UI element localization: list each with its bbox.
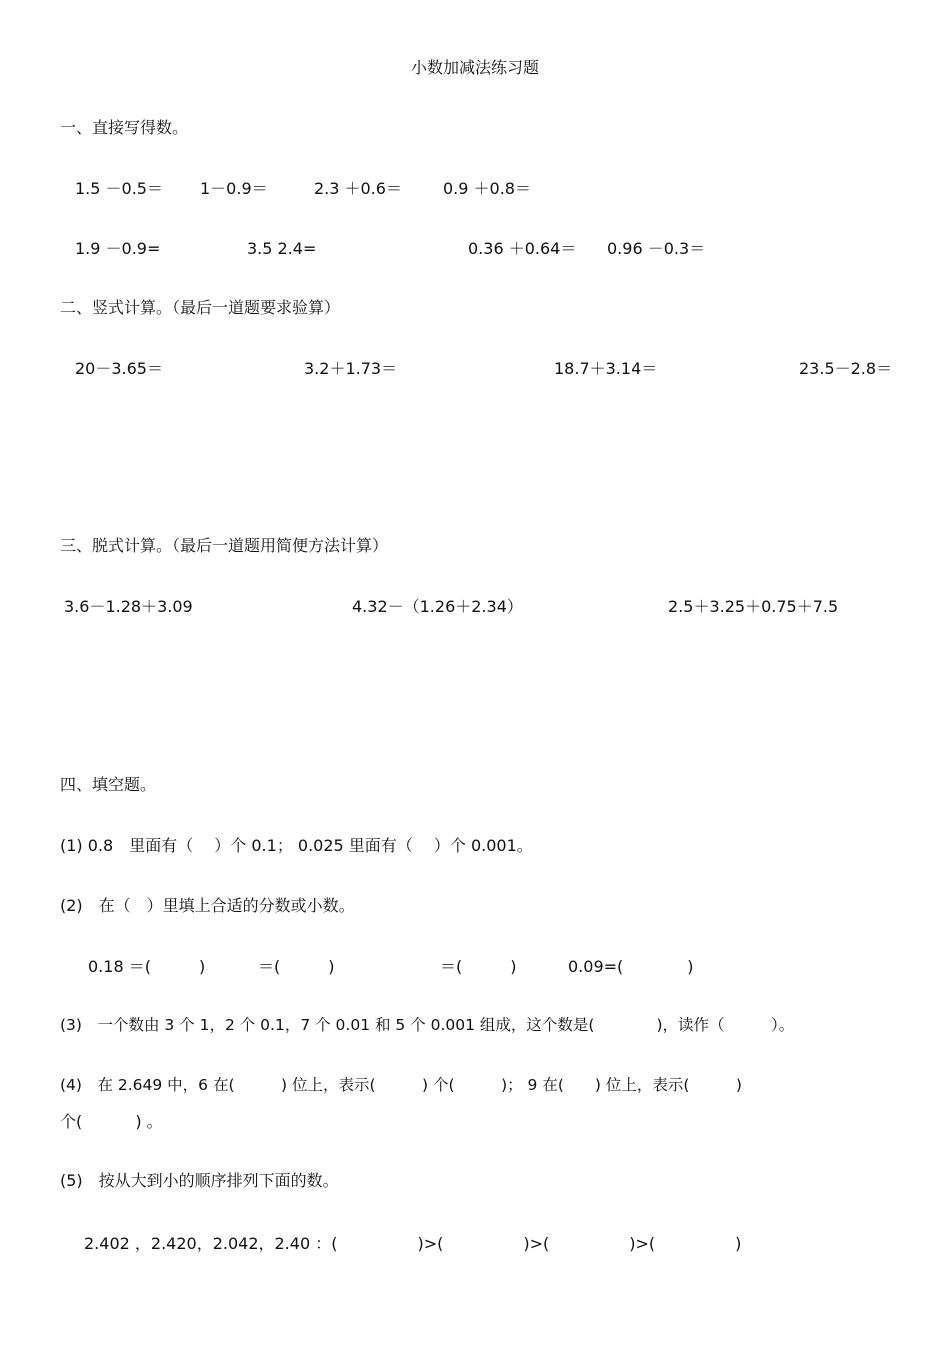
page-title: 小数加减法练习题 [410, 58, 539, 77]
s1-problem-2: 1－0.9＝ [200, 179, 268, 198]
s3-problem-1: 3.6－1.28＋3.09 [64, 597, 193, 616]
s2-problem-2: 3.2＋1.73＝ [304, 359, 398, 378]
s4-q2-blank-4: 0.09=( ) [568, 957, 694, 976]
s1-problem-8: 0.96 －0.3＝ [607, 239, 706, 258]
s4-question-4-line2: 个( ) 。 [60, 1112, 163, 1131]
s1-problem-6: 3.5 2.4= [247, 239, 317, 258]
s1-problem-1: 1.5 －0.5＝ [75, 179, 163, 198]
section1-heading: 一、直接写得数。 [60, 118, 189, 137]
s4-question-3: (3) 一个数由 3 个 1，2 个 0.1，7 个 0.01 和 5 个 0.001 组成，这个数是( )，读作（ ）。 [60, 1016, 795, 1034]
section3-heading: 三、脱式计算。（最后一道题用简便方法计算） [60, 536, 389, 555]
section2-heading: 二、竖式计算。（最后一道题要求验算） [60, 298, 341, 317]
s4-question-1: (1) 0.8 里面有（ ）个 0.1； 0.025 里面有（ ）个 0.001。 [60, 836, 533, 855]
s3-problem-3: 2.5＋3.25＋0.75＋7.5 [668, 597, 839, 616]
s4-question-4-line1: (4) 在 2.649 中，6 在( ) 位上，表示( ) 个( )； 9 在( ) 位上，表示( ) [60, 1076, 742, 1094]
s2-problem-1: 20－3.65＝ [75, 359, 163, 378]
s4-q2-blank-3: ＝( ) [440, 957, 517, 976]
s1-problem-7: 0.36 ＋0.64＝ [468, 239, 577, 258]
s4-q2-blank-1: 0.18 ＝( ) [88, 957, 206, 976]
s2-problem-3: 18.7＋3.14＝ [554, 359, 658, 378]
s4-q5-ordering: 2.402 ，2.420，2.042，2.40 ：( )>( )>( )>( ) [84, 1234, 742, 1253]
section4-heading: 四、填空题。 [60, 775, 157, 794]
s4-question-5: (5) 按从大到小的顺序排列下面的数。 [60, 1171, 339, 1190]
s1-problem-4: 0.9 ＋0.8＝ [443, 179, 531, 198]
s3-problem-2: 4.32－（1.26＋2.34） [352, 597, 523, 616]
s4-q2-blank-2: ＝( ) [258, 957, 335, 976]
s1-problem-5: 1.9 －0.9= [75, 239, 161, 258]
s2-problem-4: 23.5－2.8＝ [799, 359, 893, 378]
s1-problem-3: 2.3 ＋0.6＝ [314, 179, 402, 198]
s4-question-2: (2) 在（ ）里填上合适的分数或小数。 [60, 896, 355, 915]
